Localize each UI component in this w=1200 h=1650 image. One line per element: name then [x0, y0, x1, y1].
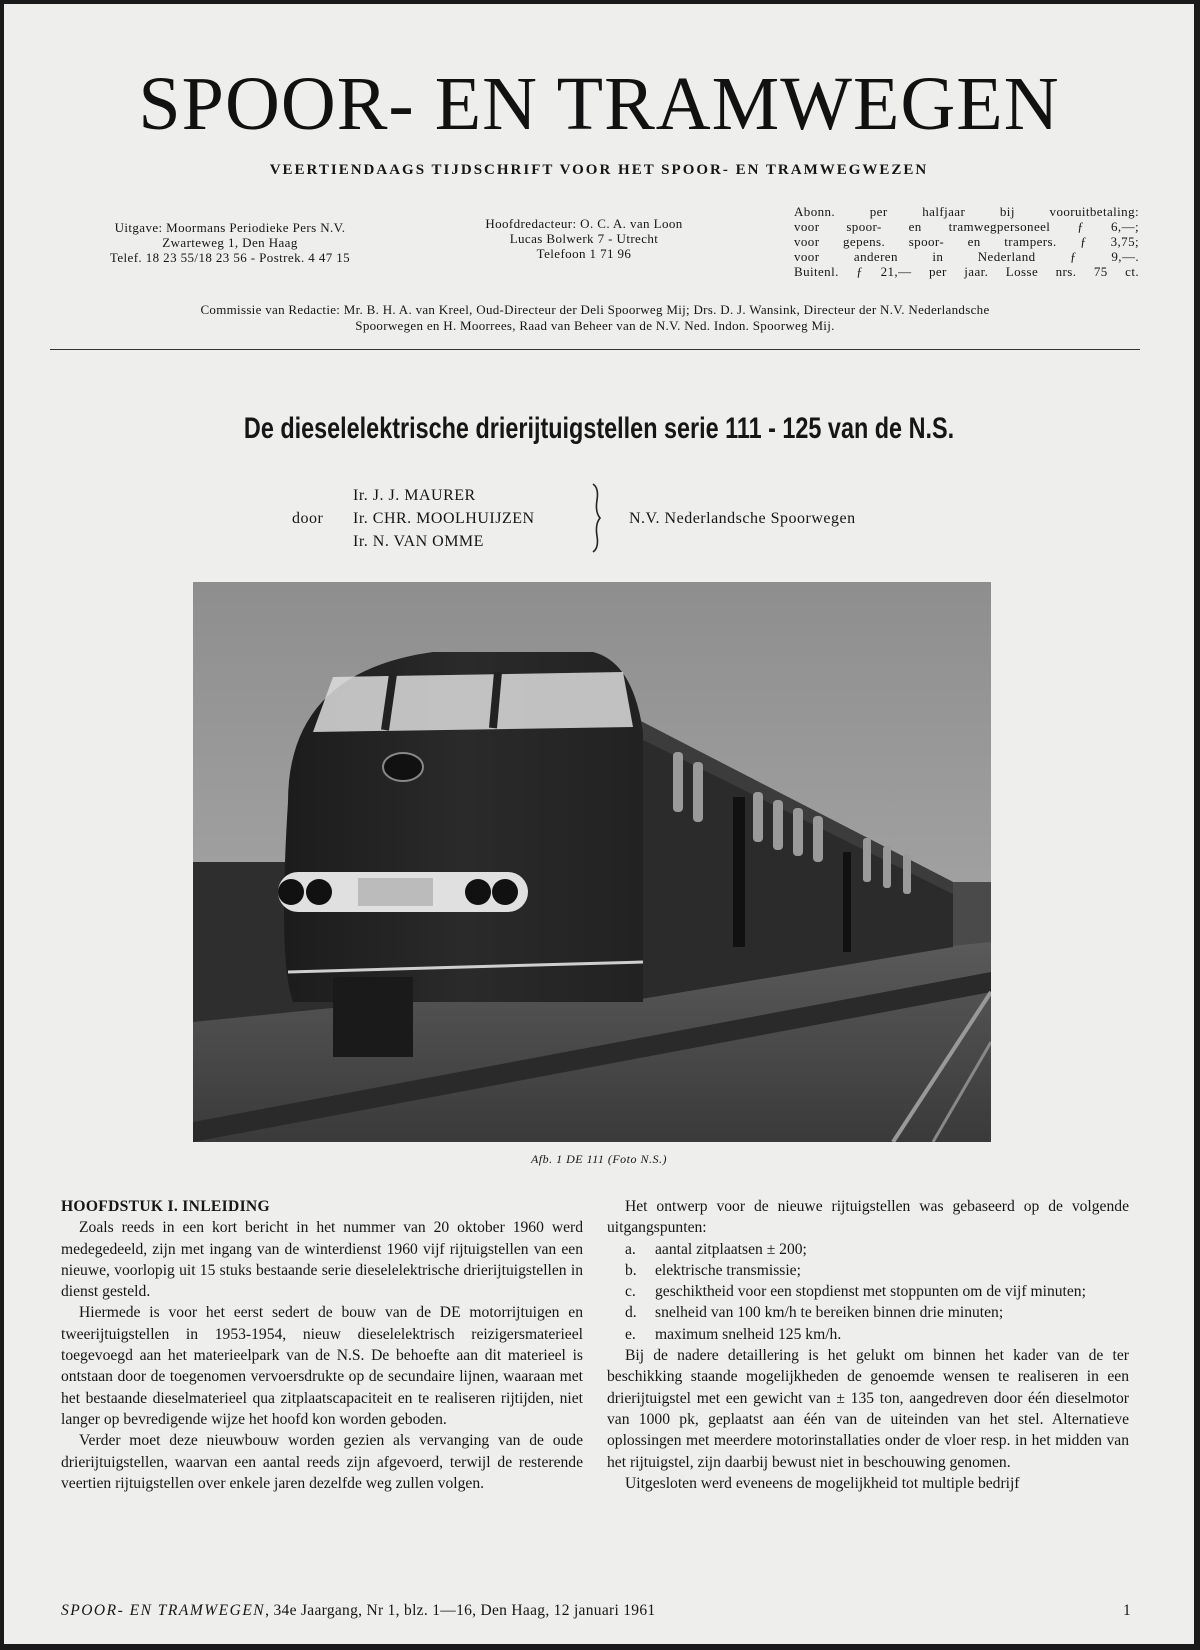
paragraph: Verder moet deze nieuwbouw worden gezien als vervanging van de oude drierijtuigstellen, waarvan een aantal reeds zijn afgevoerd, terwijl de resterende veertien rijtuigstellen over enkele jaren dezelfde weg zullen volgen. — [61, 1432, 583, 1492]
editor-line: Telefoon 1 71 96 — [536, 246, 632, 261]
subscription-line: voor anderen in Nederland ƒ 9,—. — [794, 249, 1139, 264]
left-column — [61, 1196, 583, 1494]
list-item — [607, 1302, 1129, 1323]
committee-line: Commissie van Redactie: Mr. B. H. A. van Kreel, Oud-Directeur der Deli Spoorweg Mij; Drs. D. J. Wansink, Directeur der N.V. Nederlandsche — [200, 302, 990, 317]
subscription-line: Abonn. per halfjaar bij vooruitbetaling: — [794, 204, 1139, 219]
subscription-line: Buitenl. ƒ 21,— per jaar. Losse nrs. 75 ct. — [794, 264, 1139, 279]
publisher-line: Zwarteweg 1, Den Haag — [162, 235, 298, 250]
editor-line: Lucas Bolwerk 7 - Utrecht — [509, 231, 659, 246]
right-column — [607, 1196, 1129, 1494]
committee-line: Spoorwegen en H. Moorrees, Raad van Beheer van de N.V. Ned. Indon. Spoorweg Mij. — [355, 318, 835, 333]
footer-title: SPOOR- EN TRAMWEGEN — [61, 1602, 266, 1619]
magazine-page — [4, 4, 1194, 1644]
author-name: Ir. CHR. MOOLHUIJZEN — [353, 510, 535, 527]
author-prefix: door — [292, 510, 324, 527]
footer-details: , 34e Jaargang, Nr 1, blz. 1—16, Den Haag, 12 januari 1961 — [265, 1602, 656, 1619]
author-organisation: N.V. Nederlandsche Spoorwegen — [629, 510, 856, 527]
subscription-line: voor spoor- en tramwegpersoneel ƒ 6,—; — [794, 219, 1139, 234]
list-item — [607, 1281, 1129, 1302]
masthead-subtitle: VEERTIENDAAGS TIJDSCHRIFT VOOR HET SPOOR- EN TRAMWEGWEZEN — [269, 162, 929, 178]
publisher-line: Uitgave: Moormans Periodieke Pers N.V. — [114, 220, 346, 235]
masthead: SPOOR- EN TRAMWEGEN — [138, 62, 1060, 146]
paragraph: Zoals reeds in een kort bericht in het nummer van 20 oktober 1960 werd medegedeeld, zijn met ingang van de winterdienst 1960 vijf rijtuigstellen van een nieuwe, voorlopig uit 15 stuks bestaande serie dieselelektrische drierijtuigstellen in dienst gesteld. — [61, 1219, 583, 1301]
paragraph: Uitgesloten werd eveneens de mogelijkheid tot multiple bedrijf — [625, 1474, 1020, 1492]
list-text: geschiktheid voor een stopdienst met stoppunten om de vijf minuten; — [655, 1283, 1086, 1301]
list-item — [607, 1260, 1129, 1281]
paragraph: Bij de nadere detaillering is het gelukt om binnen het kader van de ter beschikking staande mogelijkheden de genoemde wensen te realiseren in een drierijtuigstel met een gewicht van ± 135 ton, aangedreven door één dieselmotor van 1000 pk, geplaatst aan één van de uiteinden van het stel. Alternatieve oplossingen met meerdere motorinstallaties onder de vloer resp. in het midden van het rijtuigstel, zijn daarbij bewust niet in beschouwing genomen. — [607, 1347, 1129, 1471]
photo-caption: Afb. 1 DE 111 (Foto N.S.) — [530, 1152, 668, 1166]
train-photo — [193, 582, 991, 1142]
list-label: d. — [625, 1304, 637, 1322]
subscription-line: voor gepens. spoor- en trampers. ƒ 3,75; — [794, 234, 1139, 249]
article-title: De dieselelektrische drierijtuigstellen serie 111 - 125 van de N.S. — [243, 412, 955, 445]
editor-line: Hoofdredacteur: O. C. A. van Loon — [485, 216, 683, 231]
author-name: Ir. J. J. MAURER — [353, 487, 476, 504]
list-label: b. — [625, 1261, 637, 1279]
list-text: snelheid van 100 km/h te bereiken binnen drie minuten; — [655, 1304, 1004, 1322]
list-item — [607, 1324, 1129, 1345]
list-item — [607, 1239, 1129, 1260]
page-footer — [61, 1602, 1131, 1620]
author-list — [353, 484, 535, 553]
list-label: c. — [625, 1283, 636, 1301]
header-divider — [50, 349, 1140, 350]
paragraph: Het ontwerp voor de nieuwe rijtuigstellen was gebaseerd op de volgende uitgangspunten: — [607, 1198, 1129, 1237]
list-text: elektrische transmissie; — [655, 1261, 801, 1279]
list-text: aantal zitplaatsen ± 200; — [655, 1240, 807, 1258]
editorial-committee — [50, 302, 1140, 334]
list-label: e. — [625, 1325, 636, 1343]
page-number: 1 — [1122, 1602, 1131, 1619]
list-label: a. — [625, 1240, 636, 1258]
list-text: maximum snelheid 125 km/h. — [655, 1325, 842, 1343]
author-name: Ir. N. VAN OMME — [353, 533, 484, 550]
subscription-info — [794, 204, 1139, 279]
publisher-line: Telef. 18 23 55/18 23 56 - Postrek. 4 47 15 — [109, 250, 351, 265]
editor-info — [434, 216, 734, 261]
chapter-heading: HOOFDSTUK I. INLEIDING — [61, 1198, 270, 1215]
publisher-info — [50, 220, 410, 265]
author-brace — [589, 482, 603, 554]
paragraph: Hiermede is voor het eerst sedert de bouw van de DE motorrijtuigen en tweerijtuigstellen in 1953-1954, nieuw dieselelektrisch reizigersmaterieel toegevoegd aan het materieelpark van de N.S. De behoefte aan dit materieel is ontstaan door de toegenomen vervoersdrukte op de secundaire lijnen, waaraan met het bestaande dieselmaterieel qua zitplaatscapaciteit en te realiseren rijtijden, niet langer op bevredigende wijze het hoofd kon worden geboden. — [61, 1304, 583, 1428]
